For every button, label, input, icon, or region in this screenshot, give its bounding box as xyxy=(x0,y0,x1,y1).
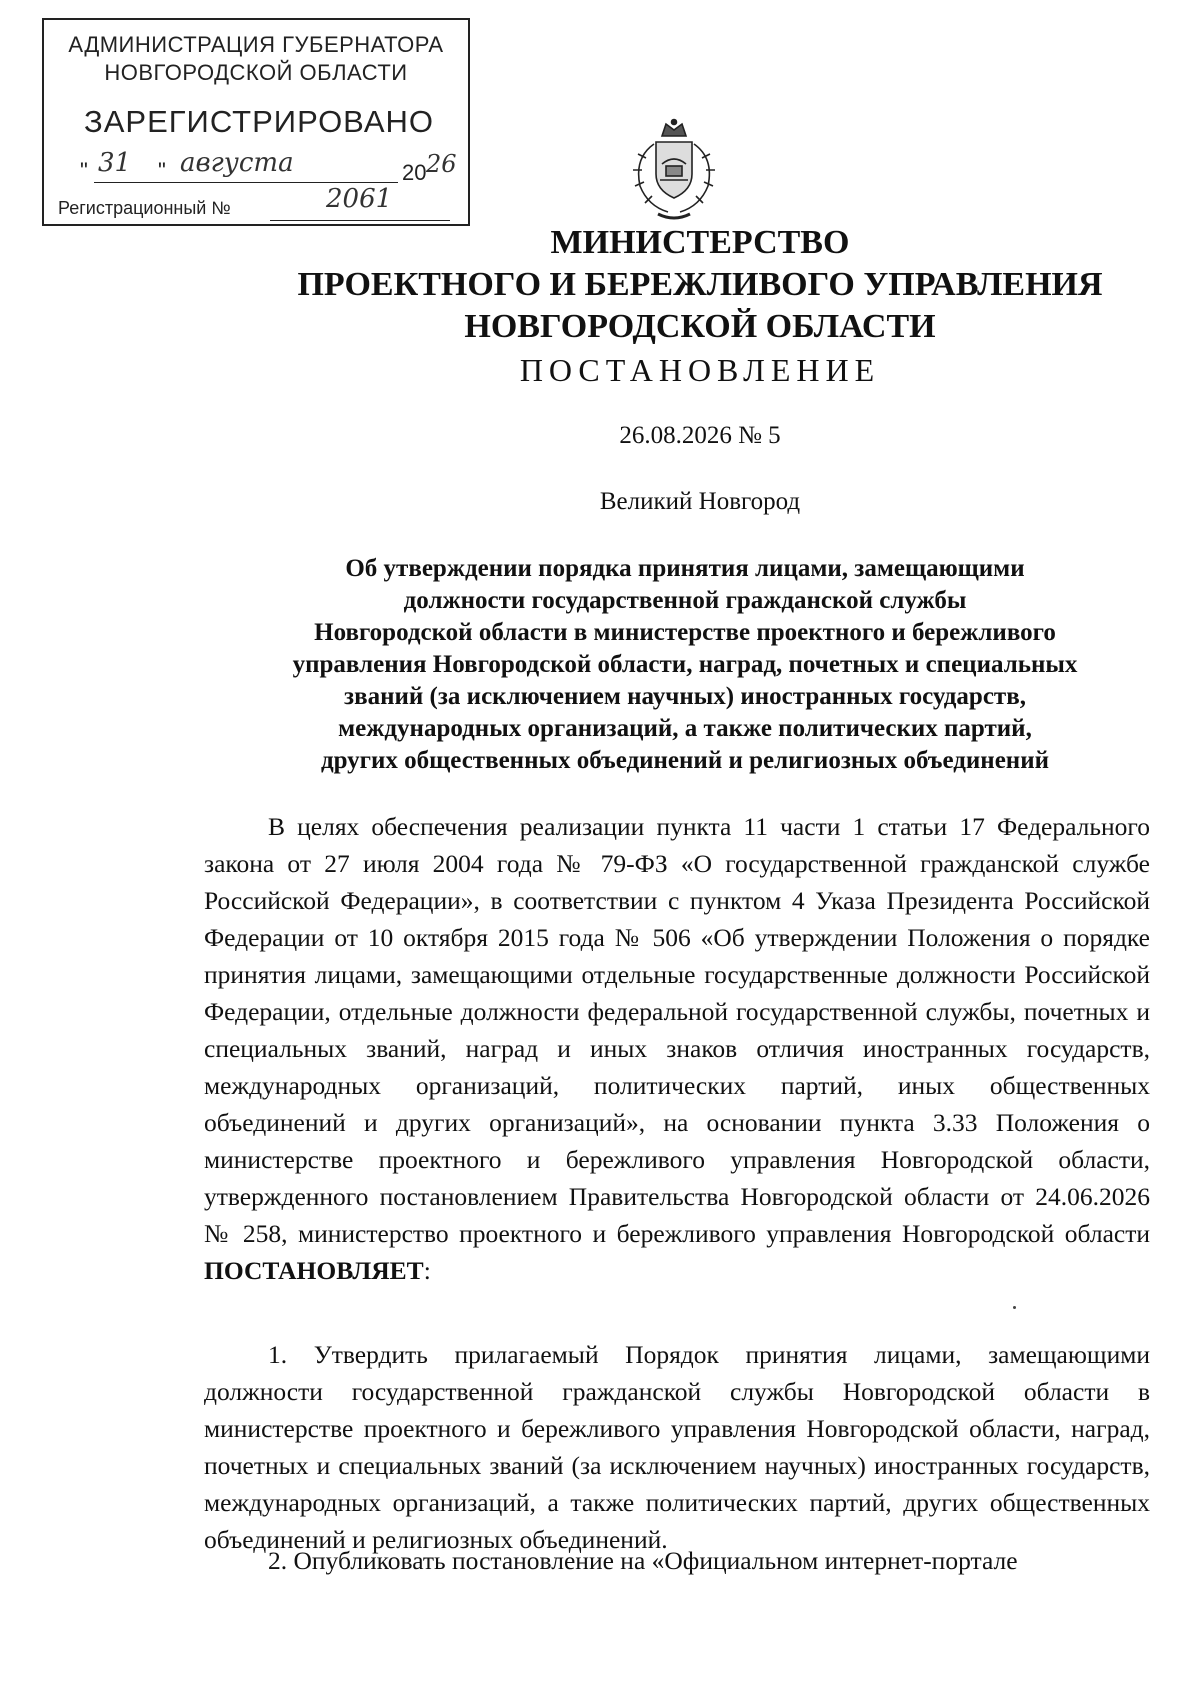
clause-2-text: 2. Опубликовать постановление на «Официальном интернет-портале xyxy=(268,1546,1018,1575)
registration-stamp xyxy=(42,18,470,226)
stamp-date-underline xyxy=(94,182,398,183)
ministry-line-1: МИНИСТЕРСТВО xyxy=(550,224,850,261)
stamp-reg-label: Регистрационный № xyxy=(58,198,231,218)
document-title xyxy=(225,553,1145,777)
stamp-date-line xyxy=(80,148,470,188)
decree-keyword: ПОСТАНОВЛЯЕТ xyxy=(204,1256,424,1285)
coat-of-arms-icon xyxy=(624,118,724,226)
clause-1-paragraph xyxy=(204,1336,1150,1558)
stamp-quote-open: " xyxy=(80,158,88,183)
title-line: Об утверждении порядка принятия лицами, замещающими xyxy=(345,555,1025,582)
city: Великий Новгород xyxy=(599,488,801,515)
title-line: международных организаций, а также политических партий, xyxy=(338,715,1032,742)
stamp-reg-underline xyxy=(270,220,450,221)
stamp-year-prefix: 20 xyxy=(402,160,427,185)
preamble-text: В целях обеспечения реализации пункта 11 части 1 статьи 17 Федерального закона от 27 июля 2004 года № 79-ФЗ «О государственной гражданской службе Российской Федерации», в соответствии с пунктом 4 Указа Президента Российской Федерации от 10 октября 2015 года № 506 «Об утверждении Положения о порядке принятия лицами, замещающими отдельные государственные должности Российской Федерации, отдельные должности федеральной государственной службы, почетных и специальных званий, наград и иных знаков отличия иностранных государств, международных организаций, политических партий, иных общественных объединений и других организаций», на основании пункта 3.33 Положения о министерстве проектного и бережливого управления Новгородской области, утвержденного постановлением Правительства Новгородской области от 24.06.2026 № 258, министерство проектного и бережливого управления Новгородской области xyxy=(204,812,1150,1248)
stamp-reg-number-line xyxy=(58,184,458,224)
preamble-paragraph xyxy=(204,808,1150,1289)
preamble-end: : xyxy=(423,1256,431,1285)
stamp-reg-number: 2061 xyxy=(326,184,393,214)
clause-1-text: 1. Утвердить прилагаемый Порядок принятия лицами, замещающими должности государственной гражданской службы Новгородской области в министерстве проектного и бережливого управления Новгородской области, наград, почетных и специальных званий (за исключением научных) иностранных государств, международных организаций, а также политических партий, других общественных объединений и религиозных объединений. xyxy=(204,1340,1150,1554)
title-line: званий (за исключением научных) иностранных государств, xyxy=(344,683,1026,710)
stamp-day: 31 xyxy=(98,148,132,178)
ministry-line-2: ПРОЕКТНОГО И БЕРЕЖЛИВОГО УПРАВЛЕНИЯ xyxy=(297,266,1103,303)
ministry-line-3: НОВГОРОДСКОЙ ОБЛАСТИ xyxy=(464,308,936,345)
title-line: должности государственной гражданской службы xyxy=(403,587,967,614)
ministry-name xyxy=(200,222,1200,348)
date-and-number: 26.08.2026 № 5 xyxy=(619,422,781,449)
stamp-year-hand: 26 xyxy=(426,150,457,178)
stamp-line-2: НОВГОРОДСКОЙ ОБЛАСТИ xyxy=(104,60,408,85)
document-type: ПОСТАНОВЛЕНИЕ xyxy=(519,352,881,388)
clause-2-paragraph xyxy=(204,1542,1150,1579)
title-line: Новгородской области в министерстве проектного и бережливого xyxy=(314,619,1056,646)
stamp-line-1: АДМИНИСТРАЦИЯ ГУБЕРНАТОРА xyxy=(68,32,444,57)
stamp-registered: ЗАРЕГИСТРИРОВАНО xyxy=(84,104,435,139)
title-line: других общественных объединений и религиозных объединений xyxy=(320,747,1050,774)
title-line: управления Новгородской области, наград, почетных и специальных xyxy=(292,651,1078,678)
stamp-month: августа xyxy=(180,148,294,178)
scan-speck xyxy=(1013,1306,1016,1309)
stamp-quote-close: " xyxy=(158,158,166,183)
